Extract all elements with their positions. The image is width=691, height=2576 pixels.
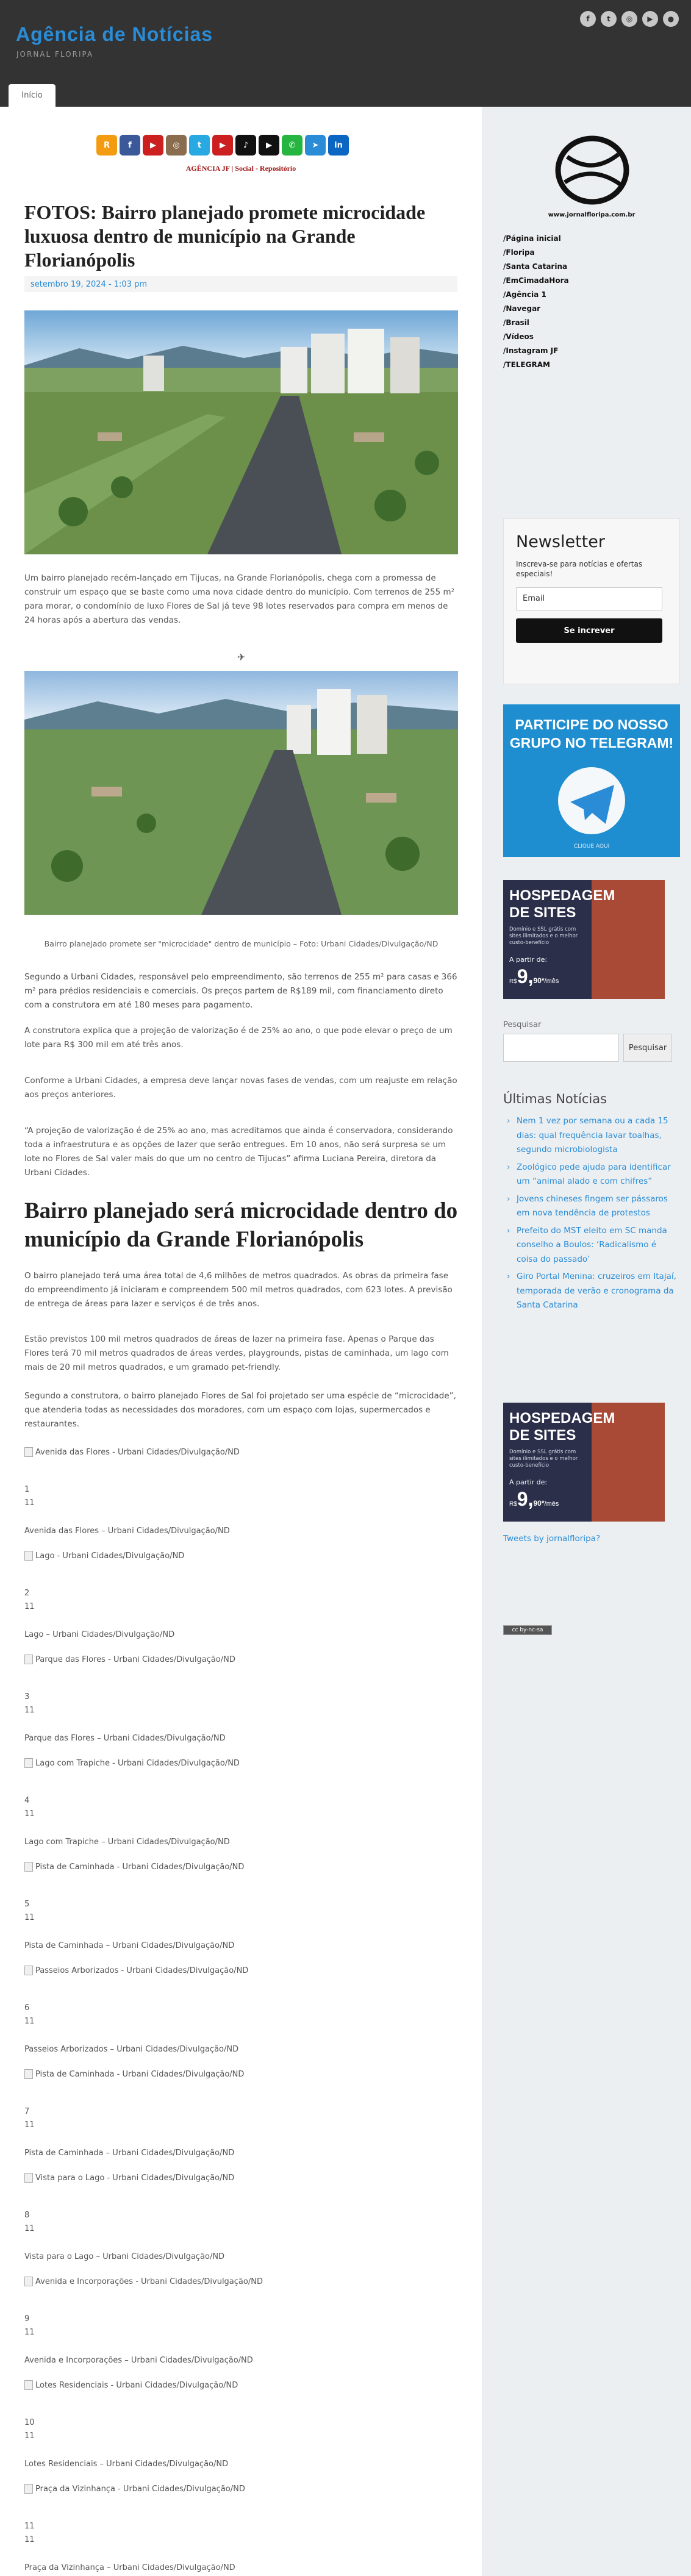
facebook-icon[interactable]: f: [120, 135, 140, 156]
user-icon[interactable]: ●: [663, 11, 679, 27]
gallery-item: [24, 1758, 458, 1862]
site-brand[interactable]: Agência de Notícias: [16, 23, 213, 45]
gallery-image-alt: Avenida e Incorporações - Urbani Cidades/Divulgação/ND: [35, 2277, 263, 2286]
newsletter-widget: [503, 518, 680, 684]
hero-image: [24, 310, 458, 554]
broken-image-icon: [24, 2173, 33, 2183]
telegram-footer: CLIQUE AQUI: [573, 843, 610, 850]
hosting-ad-1[interactable]: [503, 880, 665, 999]
site-tagline: JORNAL FLORIPA: [16, 50, 94, 59]
jornal-floripa-logo[interactable]: [546, 132, 638, 218]
instagram-icon[interactable]: ◎: [621, 11, 637, 27]
logo-icon: [546, 132, 638, 212]
gallery-image[interactable]: [24, 1447, 240, 1457]
broken-image-icon: [24, 2484, 33, 2494]
sidebar-link[interactable]: /Navegar: [503, 304, 541, 313]
youtube-icon[interactable]: ▶: [642, 11, 658, 27]
gallery-item: [24, 1447, 458, 1551]
newsletter-title: Newsletter: [516, 532, 605, 551]
ad-description: Domínio e SSL grátis com sites ilimitados e o melhor custo-benefício: [509, 926, 578, 946]
gallery-image[interactable]: [24, 1655, 235, 1664]
section-heading: Bairro planejado será microcidade dentro do município da Grande Florianópolis: [24, 1198, 458, 1252]
broken-image-icon: [24, 1551, 33, 1561]
ad-title-2: DE SITES: [509, 904, 576, 921]
article-title: FOTOS: Bairro planejado promete microcidade luxuosa dentro de município na Grande Florianópolis: [24, 201, 426, 271]
gallery-counter: 1: [24, 1485, 30, 1494]
gallery-caption: Avenida das Flores – Urbani Cidades/Divulgação/ND: [24, 1526, 230, 1536]
ad-price: [509, 1488, 559, 1511]
gallery-counter: 8: [24, 2211, 30, 2220]
paragraph-6: O bairro planejado terá uma área total de 4,6 milhões de metros quadrados. As obras da primeira fase do empreendimento já iniciaram e compreendem 500 mil metros quadrados, com 623 lotes. A previsão de entrega de áreas para lazer e serviços é de três anos.: [24, 1271, 453, 1309]
gallery-counter: 2: [24, 1589, 30, 1598]
image-gallery: [24, 1447, 458, 2576]
paragraph-1: Um bairro planejado recém-lançado em Tijucas, na Grande Florianópolis, chega com a promessa de construir um espaço que se baste como uma nova cidade dentro do município. Com terrenos de 255 m² para morar, o condomínio de luxo Flores de Sal já teve 98 lotes reservados para compra em menos de 24 horas após a abertura das vendas.: [24, 573, 455, 625]
image-caption: Bairro planejado promete ser "microcidade" dentro de município – Foto: Urbani Cidades/Divulgação/ND: [44, 939, 439, 948]
latest-news-title: Últimas Notícias: [503, 1092, 607, 1106]
gallery-total: 11: [24, 1913, 35, 1922]
gallery-image[interactable]: [24, 2069, 244, 2079]
gallery-image-alt: Avenida das Flores - Urbani Cidades/Divulgação/ND: [35, 1447, 240, 1457]
twitter-icon[interactable]: t: [189, 135, 210, 156]
gallery-item: [24, 2380, 458, 2484]
ad-price-cents: 90*: [533, 1499, 545, 1508]
site-header: [0, 0, 691, 107]
play-icon[interactable]: ▶: [259, 135, 279, 156]
gallery-image[interactable]: [24, 2277, 263, 2286]
sidebar-link[interactable]: /Santa Catarina: [503, 262, 568, 271]
ad-price-label: A partir de:: [509, 956, 548, 964]
latest-news-item[interactable]: › Prefeito do MST eleito em SC manda conselho a Boulos: ‘Radicalismo é coisa do passado’: [503, 1224, 680, 1267]
gallery-item: [24, 2173, 458, 2277]
ad-per-month: /mês: [544, 978, 559, 985]
rss-icon[interactable]: R: [96, 135, 117, 156]
ad-title-2: DE SITES: [509, 1427, 576, 1444]
gallery-counter: 5: [24, 1900, 30, 1909]
gallery-image-alt: Lago - Urbani Cidades/Divulgação/ND: [35, 1551, 185, 1561]
ad-description: Domínio e SSL grátis com sites ilimitados e o melhor custo-benefício: [509, 1449, 578, 1469]
article-date: [24, 276, 457, 292]
gallery-item: [24, 1966, 458, 2069]
ad-currency: R$: [509, 978, 517, 985]
gallery-image[interactable]: [24, 2380, 238, 2390]
hero-photo: [24, 310, 458, 554]
broken-image-icon: [24, 1758, 33, 1768]
sidebar: [494, 107, 691, 2576]
gallery-item: [24, 2277, 458, 2380]
sidebar-link[interactable]: /Instagram JF: [503, 346, 559, 355]
gallery-caption: Lotes Residenciais – Urbani Cidades/Divulgação/ND: [24, 2460, 229, 2469]
instagram-icon[interactable]: ◎: [166, 135, 187, 156]
search-input[interactable]: [503, 1034, 619, 1062]
broken-image-icon: [24, 2069, 33, 2079]
ad-price: [509, 965, 559, 988]
gallery-total: 11: [24, 1602, 35, 1611]
ad-title-1: HOSPEDAGEM: [509, 1410, 615, 1426]
latest-news-list: [503, 1114, 680, 1316]
newsletter-email-input[interactable]: Email: [516, 587, 662, 610]
hosting-ad-2[interactable]: [503, 1403, 665, 1522]
gallery-image[interactable]: [24, 1758, 240, 1768]
gallery-total: 11: [24, 2328, 35, 2337]
tiktok-icon[interactable]: ♪: [235, 135, 256, 156]
share-bar: [96, 135, 349, 156]
gallery-total: 11: [24, 1706, 35, 1715]
gallery-item: [24, 2484, 458, 2576]
gallery-total: 11: [24, 2017, 35, 2026]
gallery-counter: 7: [24, 2107, 30, 2116]
search-label: Pesquisar: [503, 1020, 542, 1029]
gallery-image-alt: Pista de Caminhada - Urbani Cidades/Divulgação/ND: [35, 2069, 245, 2079]
telegram-line-1: PARTICIPE DO NOSSO: [515, 717, 668, 732]
latest-news-item[interactable]: › Giro Portal Menina: cruzeiros em Itajaí, temporada de verão e cronograma da Santa Catarina: [503, 1270, 680, 1313]
article-image-2: [24, 671, 458, 915]
gallery-image-alt: Praça da Vizinhança - Urbani Cidades/Divulgação/ND: [35, 2484, 245, 2494]
ad-price-label: A partir de:: [509, 1478, 548, 1486]
gallery-caption: Lago – Urbani Cidades/Divulgação/ND: [24, 1630, 175, 1639]
header-social-icons: [580, 11, 679, 27]
sidebar-link[interactable]: /Vídeos: [503, 332, 534, 341]
paragraph-4: Conforme a Urbani Cidades, a empresa deve lançar novas fases de vendas, com um reajuste em relação aos preços anteriores.: [24, 1076, 457, 1100]
gallery-image-alt: Lago com Trapiche - Urbani Cidades/Divulgação/ND: [35, 1758, 240, 1768]
sidebar-link[interactable]: /EmCimadaHora: [503, 276, 569, 285]
newsletter-description: Inscreva-se para notícias e ofertas especiais!: [516, 560, 643, 578]
gallery-caption: Vista para o Lago – Urbani Cidades/Divulgação/ND: [24, 2252, 225, 2261]
article-credit: AGÊNCIA JF | Social - Repositório: [185, 164, 296, 173]
broken-image-icon: [24, 1447, 33, 1457]
gallery-counter: 9: [24, 2314, 30, 2324]
article-column: [0, 107, 482, 2576]
telegram-icon: [503, 758, 680, 850]
gallery-total: 11: [24, 2120, 35, 2130]
sidebar-link[interactable]: /TELEGRAM: [503, 360, 550, 369]
gallery-image[interactable]: [24, 2173, 234, 2183]
gallery-image[interactable]: [24, 1551, 184, 1561]
gallery-total: 11: [24, 2224, 35, 2233]
broken-image-icon: [24, 2380, 33, 2390]
youtube-icon-2[interactable]: ▶: [212, 135, 233, 156]
telegram-banner[interactable]: [503, 704, 680, 857]
gallery-caption: Lago com Trapiche – Urbani Cidades/Divulgação/ND: [24, 1837, 230, 1847]
gallery-image-alt: Vista para o Lago - Urbani Cidades/Divulgação/ND: [35, 2173, 235, 2183]
latest-news-item[interactable]: › Jovens chineses fingem ser pássaros em nova tendência de protestos: [503, 1192, 680, 1221]
gallery-item: [24, 2069, 458, 2173]
creative-commons-badge[interactable]: cc by-nc-sa: [503, 1625, 552, 1635]
loading-icon: ✈: [237, 651, 246, 663]
broken-image-icon: [24, 1655, 33, 1664]
paragraph-5: “A projeção de valorização é de 25% ao ano, mas acreditamos que ainda é conservadora, considerando toda a infraestrutura e as opções de lazer que serão entregues. Em 10 anos, não será surpresa se um lote no Flores de Sal valer mais do que um no centro de Tijucas” afirma Luciana Pereira, diretora da Urbani Cidades.: [24, 1126, 453, 1178]
broken-image-icon: [24, 1966, 33, 1975]
gallery-item: [24, 1862, 458, 1966]
sidebar-link[interactable]: /Brasil: [503, 318, 529, 327]
gallery-caption: Parque das Flores – Urbani Cidades/Divulgação/ND: [24, 1734, 226, 1743]
facebook-icon[interactable]: f: [580, 11, 596, 27]
linkedin-icon[interactable]: in: [328, 135, 349, 156]
telegram-icon[interactable]: ➤: [305, 135, 326, 156]
gallery-total: 11: [24, 2535, 35, 2544]
gallery-counter: 4: [24, 1796, 30, 1805]
gallery-counter: 10: [24, 2418, 35, 2427]
gallery-counter: 11: [24, 2522, 35, 2531]
date-text[interactable]: setembro 19, 2024 - 1:03 pm: [30, 280, 148, 289]
youtube-icon[interactable]: ▶: [143, 135, 163, 156]
gallery-image[interactable]: [24, 2484, 245, 2494]
search-button[interactable]: Pesquisar: [623, 1034, 672, 1062]
nav-tab-inicio[interactable]: Início: [9, 84, 55, 107]
latest-news-item[interactable]: › Nem 1 vez por semana ou a cada 15 dias: qual frequência lavar toalhas, segundo microbiologista: [503, 1114, 680, 1157]
sidebar-links: [503, 232, 569, 372]
gallery-caption: Passeios Arborizados – Urbani Cidades/Divulgação/ND: [24, 2045, 239, 2054]
gallery-image-alt: Parque das Flores - Urbani Cidades/Divulgação/ND: [35, 1655, 235, 1664]
paragraph-7: Estão previstos 100 mil metros quadrados de áreas de lazer na primeira fase. Apenas o Parque das Flores terá 70 mil metros quadrados de áreas verdes, playgrounds, pistas de caminhada, um lago com mais de 20 mil metros quadrados, e um gramado pet-friendly.: [24, 1334, 449, 1372]
gallery-image[interactable]: [24, 1862, 244, 1872]
sidebar-link[interactable]: /Floripa: [503, 248, 535, 257]
gallery-total: 11: [24, 1809, 35, 1819]
gallery-item: [24, 1551, 458, 1655]
sidebar-link[interactable]: /Página inicial: [503, 234, 561, 243]
ad-price-value: 9,: [517, 1488, 534, 1510]
ad-currency: R$: [509, 1501, 517, 1508]
paragraph-2: Segundo a Urbani Cidades, responsável pelo empreendimento, são terrenos de 255 m² para casas e 366 m² para prédios residenciais e comerciais. Os preços partem de R$189 mil, com financiamento direto com a construtora em até 180 meses para pagamento.: [24, 972, 457, 1010]
ad-price-cents: 90*: [533, 976, 545, 985]
tweets-link[interactable]: Tweets by jornalfloripa?: [503, 1534, 601, 1544]
gallery-item: [24, 1655, 458, 1758]
gallery-total: 11: [24, 1498, 35, 1508]
gallery-counter: 3: [24, 1692, 30, 1701]
sidebar-link[interactable]: /Agência 1: [503, 290, 546, 299]
gallery-image-alt: Passeios Arborizados - Urbani Cidades/Divulgação/ND: [35, 1966, 249, 1975]
gallery-total: 11: [24, 2431, 35, 2441]
newsletter-subscribe-button[interactable]: Se increver: [516, 618, 662, 643]
logo-url: www.jornalfloripa.com.br: [548, 212, 636, 218]
gallery-image-alt: Lotes Residenciais - Urbani Cidades/Divulgação/ND: [35, 2380, 238, 2390]
whatsapp-icon[interactable]: ✆: [282, 135, 303, 156]
telegram-line-2: GRUPO NO TELEGRAM!: [509, 735, 674, 751]
gallery-caption: Praça da Vizinhança – Urbani Cidades/Divulgação/ND: [24, 2563, 235, 2572]
gallery-caption: Pista de Caminhada – Urbani Cidades/Divulgação/ND: [24, 2148, 235, 2158]
twitter-icon[interactable]: t: [601, 11, 617, 27]
gallery-image[interactable]: [24, 1966, 248, 1975]
ad-per-month: /mês: [544, 1500, 559, 1508]
microcidade-photo: [24, 671, 458, 915]
gallery-image-alt: Pista de Caminhada - Urbani Cidades/Divulgação/ND: [35, 1862, 245, 1872]
gallery-caption: Avenida e Incorporações – Urbani Cidades/Divulgação/ND: [24, 2356, 253, 2365]
paragraph-3: A construtora explica que a projeção de valorização é de 25% ao ano, o que pode elevar o preço de um lote para R$ 300 mil em até três anos.: [24, 1026, 453, 1050]
paragraph-8: Segundo a construtora, o bairro planejado Flores de Sal foi projetado ser uma espécie de “microcidade”, que atenderia todas as necessidades dos moradores, com um espaço com lojas, supermercados e restaurantes.: [24, 1391, 456, 1429]
gallery-caption: Pista de Caminhada – Urbani Cidades/Divulgação/ND: [24, 1941, 235, 1950]
broken-image-icon: [24, 1862, 33, 1872]
latest-news-item[interactable]: › Zoológico pede ajuda para identificar um “animal alado e com chifres”: [503, 1161, 680, 1189]
broken-image-icon: [24, 2277, 33, 2286]
ad-price-value: 9,: [517, 965, 534, 987]
gallery-counter: 6: [24, 2003, 30, 2012]
ad-title-1: HOSPEDAGEM: [509, 887, 615, 904]
